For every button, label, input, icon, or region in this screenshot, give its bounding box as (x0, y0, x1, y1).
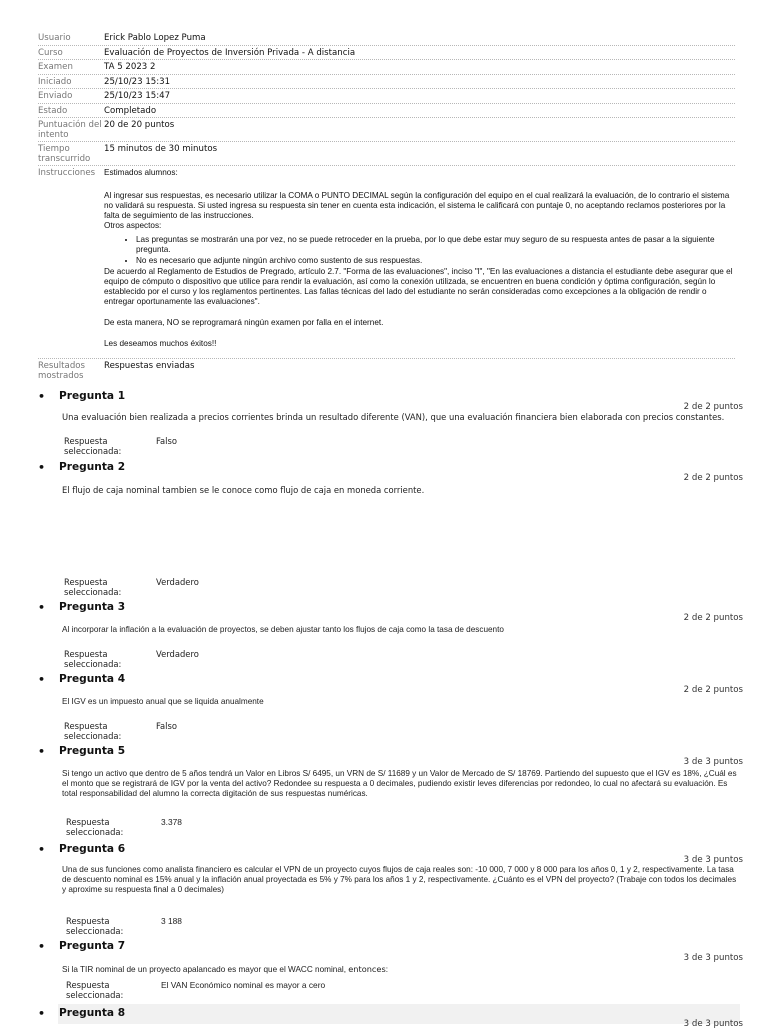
estado-label: Estado (38, 105, 68, 116)
instructions-bullet-2: • No es necesario que adjunte ningún archivo como sustento de sus respuestas. (136, 256, 735, 266)
answer-label: Respuesta seleccionada: (64, 436, 122, 456)
estado-value: Completado (104, 105, 157, 116)
enviado-value: 25/10/23 15:47 (104, 91, 171, 101)
tiempo-label: Tiempo transcurrido (38, 144, 91, 164)
iniciado-value: 25/10/23 15:31 (104, 76, 171, 87)
question-text: El IGV es un impuesto anual que se liquida anualmente (62, 697, 264, 706)
summary-row-iniciado (38, 75, 735, 90)
question-points: 3 de 3 puntos (683, 855, 743, 865)
curso-label: Curso (38, 47, 63, 58)
question-7 (38, 940, 743, 1000)
summary-row-estado (38, 104, 735, 119)
summary-row-instrucciones (38, 166, 735, 359)
question-text-main: Si la TIR nominal de un proyecto apalancado es mayor que el WACC nominal, (62, 965, 349, 974)
answer-label: Respuesta seleccionada: (64, 721, 122, 741)
question-5 (38, 745, 743, 837)
question-points: 2 de 2 puntos (683, 402, 743, 412)
instructions-list (104, 235, 735, 266)
question-text: Si tengo un activo que dentro de 5 años tendrá un Valor en Libros S/ 6495, un VRN de S/ 11689 y un Valor de Mercado de S/ 18769. Partiendo del supuesto que el IGV es 18%, ¿Cuál es el monto que se registrará de IGV por la venta del activo? Redondee su respuesta a 0 decimales, pudiendo existir leves diferencias por redondeo, lo cual no afectará su evaluación. Es total responsabilidad del alumno la correcta digitación de sus respuestas numéricas. (62, 769, 737, 798)
instructions-p4: De esta manera, NO se reprogramará ningún examen por falla en el internet. (104, 318, 384, 327)
attempt-summary (38, 31, 735, 382)
selected-answer (64, 722, 178, 741)
instructions-greeting: Estimados alumnos: (104, 168, 178, 177)
question-title: Pregunta 5 (59, 745, 126, 757)
instructions-body (104, 166, 735, 358)
examen-value: TA 5 2023 2 (104, 62, 156, 72)
question-title: Pregunta 1 (59, 390, 126, 402)
bullet-icon: • (38, 673, 46, 686)
instructions-p1: Al ingresar sus respuestas, es necesario utilizar la COMA o PUNTO DECIMAL según la configuración del equipo en el cual realizará la evaluación, de lo contrario el sistema no validará su respuesta. Si usted ingresa su respuesta sin tener en cuenta esta indicación, el sistema le calificará con puntaje 0, no aceptando reclamos posteriores por la falta de seguimiento de las instrucciones. (104, 191, 730, 220)
bullet-icon: • (38, 1007, 46, 1020)
bullet-icon: • (38, 843, 46, 856)
question-points: 3 de 3 puntos (683, 1019, 743, 1029)
answer-value: 3.378 (161, 817, 182, 827)
question-title: Pregunta 2 (59, 461, 126, 473)
answer-value: 3 188 (161, 916, 182, 926)
selected-answer (64, 437, 178, 456)
curso-value: Evaluación de Proyectos de Inversión Privada - A distancia (104, 47, 356, 58)
question-text (62, 965, 742, 975)
question-3 (38, 601, 743, 669)
enviado-label: Enviado (38, 91, 73, 101)
question-text: Al incorporar la inflación a la evaluación de proyectos, se deben ajustar tanto los flujos de caja como la tasa de descuento (62, 625, 504, 634)
question-points: 2 de 2 puntos (683, 613, 743, 623)
question-text: Una evaluación bien realizada a precios corrientes brinda un resultado diferente (VAN), que una evaluación financiera bien elaborada con precios constantes. (62, 412, 725, 422)
summary-row-resultados (38, 359, 735, 382)
answer-value: El VAN Económico nominal es mayor a cero (161, 980, 326, 990)
answer-value: Verdadero (156, 649, 199, 659)
question-2 (38, 461, 743, 597)
answer-value: Falso (156, 436, 177, 446)
selected-answer (64, 578, 200, 597)
puntuacion-value: 20 de 20 puntos (104, 120, 175, 130)
selected-answer (66, 917, 341, 936)
tiempo-value: 15 minutos de 30 minutos (104, 144, 218, 154)
question-text-emphasis: entonces (348, 964, 386, 974)
puntuacion-label: Puntuación del intento (38, 120, 102, 140)
answer-label: Respuesta seleccionada: (64, 649, 122, 669)
instructions-p2: Otros aspectos: (104, 221, 162, 230)
selected-answer (66, 818, 185, 837)
examen-label: Examen (38, 62, 73, 72)
usuario-value: Erick Pablo Lopez Puma (104, 33, 206, 43)
question-text: El flujo de caja nominal tambien se le conoce como flujo de caja en moneda corriente. (62, 485, 425, 495)
question-points: 3 de 3 puntos (683, 953, 743, 963)
question-6 (38, 843, 743, 936)
iniciado-label: Iniciado (38, 76, 72, 87)
summary-row-tiempo (38, 142, 735, 166)
question-4 (38, 673, 743, 741)
bullet-icon: • (38, 745, 46, 758)
instructions-p5: Les deseamos muchos éxitos!! (104, 339, 217, 348)
question-title: Pregunta 3 (59, 601, 126, 613)
question-points: 2 de 2 puntos (683, 473, 743, 483)
summary-row-usuario (38, 31, 735, 46)
bullet-icon: • (38, 461, 46, 474)
question-title: Pregunta 7 (59, 940, 126, 952)
answer-label: Respuesta seleccionada: (66, 916, 124, 936)
question-title: Pregunta 8 (59, 1007, 126, 1019)
instructions-bullet-1: • Las preguntas se mostrarán una por vez, no se puede retroceder en la prueba, por lo que debe estar muy seguro de su respuesta antes de pasar a la siguiente pregunta. (136, 235, 735, 255)
answer-label: Respuesta seleccionada: (66, 817, 124, 837)
bullet-icon: • (38, 390, 46, 403)
selected-answer (64, 650, 200, 669)
question-title: Pregunta 6 (59, 843, 126, 855)
resultados-value: Respuestas enviadas (104, 361, 195, 371)
selected-answer (66, 981, 331, 1000)
answer-label: Respuesta seleccionada: (66, 980, 124, 1000)
question-title: Pregunta 4 (59, 673, 126, 685)
instrucciones-label: Instrucciones (38, 168, 96, 178)
answer-value: Falso (156, 721, 177, 731)
question-1 (38, 390, 743, 456)
question-points: 2 de 2 puntos (683, 685, 743, 695)
instructions-p3: De acuerdo al Reglamento de Estudios de Pregrado, artículo 2.7. "Forma de las evaluaciones", inciso "l", "En las evaluaciones a distancia el estudiante debe asegurar que el equipo de cómputo o dispositivo que utilice para rendir la evaluación, así como la conexión utilizada, se encuentren en buena condición y óptima configuración, según lo establecido por el curso y los reglamentos pertinentes. Las fallas técnicas del lado del estudiante no serán consideradas como excepciones a la obligación de rendir o entregar oportunamente las evaluaciones". (104, 267, 733, 306)
bullet-icon: • (38, 601, 46, 614)
summary-row-curso (38, 46, 735, 61)
question-points: 3 de 3 puntos (683, 757, 743, 767)
summary-row-examen (38, 60, 735, 75)
question-text: Una de sus funciones como analista financiero es calcular el VPN de un proyecto cuyos flujos de caja reales son: -10 000, 7 000 y 8 000 para los años 0, 1 y 2, respectivamente. La tasa de descuento nominal es 15% anual y la inflación anual proyectada es 5% y 7% para los años 1 y 2, respectivamente. ¿Cuánto es el VPN del proyecto? (Trabaje con todos los decimales y aproxime su respuesta final a 0 decimales) (62, 865, 737, 894)
resultados-label: Resultados mostrados (38, 361, 86, 381)
question-text-end: : (385, 965, 388, 974)
summary-row-enviado (38, 89, 735, 104)
question-8 (38, 1007, 743, 1029)
usuario-label: Usuario (38, 33, 71, 43)
answer-label: Respuesta seleccionada: (64, 577, 122, 597)
answer-value: Verdadero (156, 577, 199, 587)
bullet-icon: • (38, 940, 46, 953)
summary-row-puntuacion (38, 118, 735, 142)
